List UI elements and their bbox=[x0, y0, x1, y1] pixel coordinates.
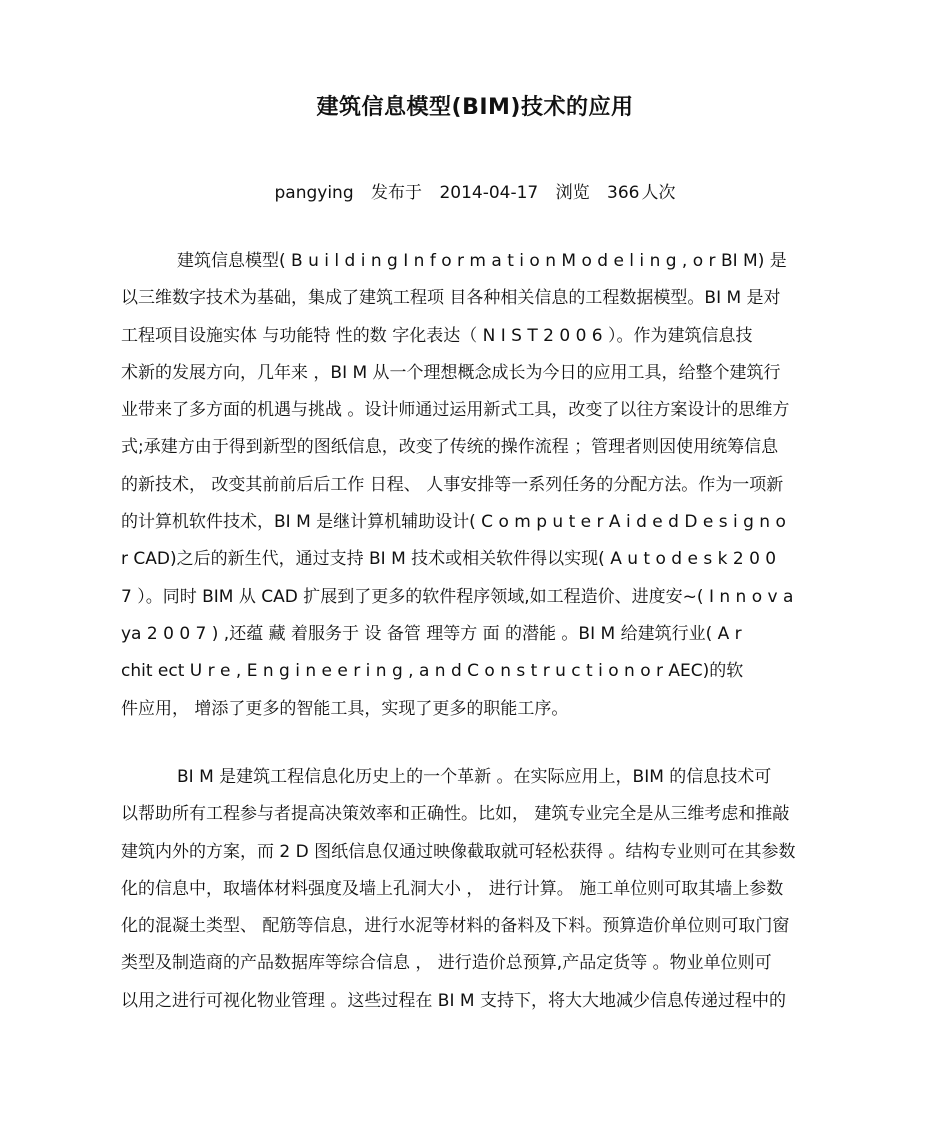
paragraph-line: 术新的发展方向，几年来 ，BI M 从一个理想概念成长为今日的应用工具，给整个建筑行 bbox=[121, 362, 781, 383]
author-name: pangying bbox=[274, 183, 354, 203]
paragraph-line: 的新技术， 改变其前前后后工作 日程、 人事安排等一系列任务的分配方法。作为一项新 bbox=[121, 474, 784, 495]
paragraph-line: 7 ）。同时 BIM 从 CAD 扩展到了更多的软件程序领域,如工程造价、进度安~( I n n o v a bbox=[121, 586, 794, 607]
publish-date: 2014-04-17 bbox=[439, 183, 539, 203]
paragraph-line: 建筑信息模型( B u i l d i n g I n f o r m a t i o n M o d e l i n g , o r BI M) 是 bbox=[177, 251, 787, 271]
paragraph-2 bbox=[121, 759, 831, 1020]
paragraph-line: 以用之进行可视化物业管理 。这些过程在 BI M 支持下，将大大地减少信息传递过程中的 bbox=[121, 990, 786, 1011]
views-label: 浏览 bbox=[555, 183, 590, 203]
paragraph-line: 件应用， 增添了更多的智能工具，实现了更多的职能工序。 bbox=[121, 698, 569, 719]
published-label: 发布于 bbox=[371, 183, 423, 203]
paragraph-line: 化的混凝土类型、 配筋等信息，进行水泥等材料的备料及下料。预算造价单位则可取门窗 bbox=[121, 916, 790, 937]
views-count: 366 bbox=[607, 183, 640, 203]
views-unit: 人次 bbox=[641, 183, 676, 203]
paragraph-line: 以三维数字技术为基础，集成了建筑工程项 目各种相关信息的工程数据模型。BI M 是对 bbox=[121, 288, 781, 309]
paragraph-1 bbox=[121, 243, 831, 728]
paragraph-line: 工程项目设施实体 与功能特 性的数 字化表达（ N I S T 2 0 0 6 ）。作为建筑信息技 bbox=[121, 325, 753, 346]
page-title: 建筑信息模型(BIM)技术的应用 bbox=[316, 95, 634, 120]
paragraph-line: r CAD)之后的新生代，通过支持 BI M 技术或相关软件得以实现( A u t o d e s k 2 0 0 bbox=[121, 549, 777, 570]
article-meta bbox=[0, 178, 950, 203]
paragraph-line: 式;承建方由于得到新型的图纸信息，改变了传统的操作流程 ；管理者则因使用统筹信息 bbox=[121, 437, 779, 458]
paragraph-line: 业带来了多方面的机遇与挑战 。设计师通过运用新式工具，改变了以往方案设计的思维方 bbox=[121, 400, 790, 421]
paragraph-line: 的计算机软件技术，BI M 是继计算机辅助设计( C o m p u t e r A i d e d D e s i g n o bbox=[121, 512, 786, 533]
paragraph-line: 类型及制造商的产品数据库等综合信息 ， 进行造价总预算,产品定货等 。物业单位则可 bbox=[121, 953, 772, 974]
paragraph-line: 以帮助所有工程参与者提高决策效率和正确性。比如， 建筑专业完全是从三维考虑和推敲 bbox=[121, 804, 790, 825]
paragraph-line: ya 2 0 0 7 ) ,还蕴 藏 着服务于 设 备管 理等方 面 的潜能 。BI M 给建筑行业( A r bbox=[121, 623, 742, 644]
paragraph-line: 建筑内外的方案，而 2 D 图纸信息仅通过映像截取就可轻松获得 。结构专业则可在其参数 bbox=[121, 841, 796, 862]
paragraph-line: BI M 是建筑工程信息化历史上的一个革新 。在实际应用上，BIM 的信息技术可 bbox=[177, 767, 772, 787]
paragraph-line: chit ect U r e , E n g i n e e r i n g , a n d C o n s t r u c t i o n o r AEC)的软 bbox=[121, 661, 744, 682]
paragraph-line: 化的信息中，取墙体材料强度及墙上孔洞大小 ， 进行计算。 施工单位则可取其墙上参数 bbox=[121, 878, 784, 899]
